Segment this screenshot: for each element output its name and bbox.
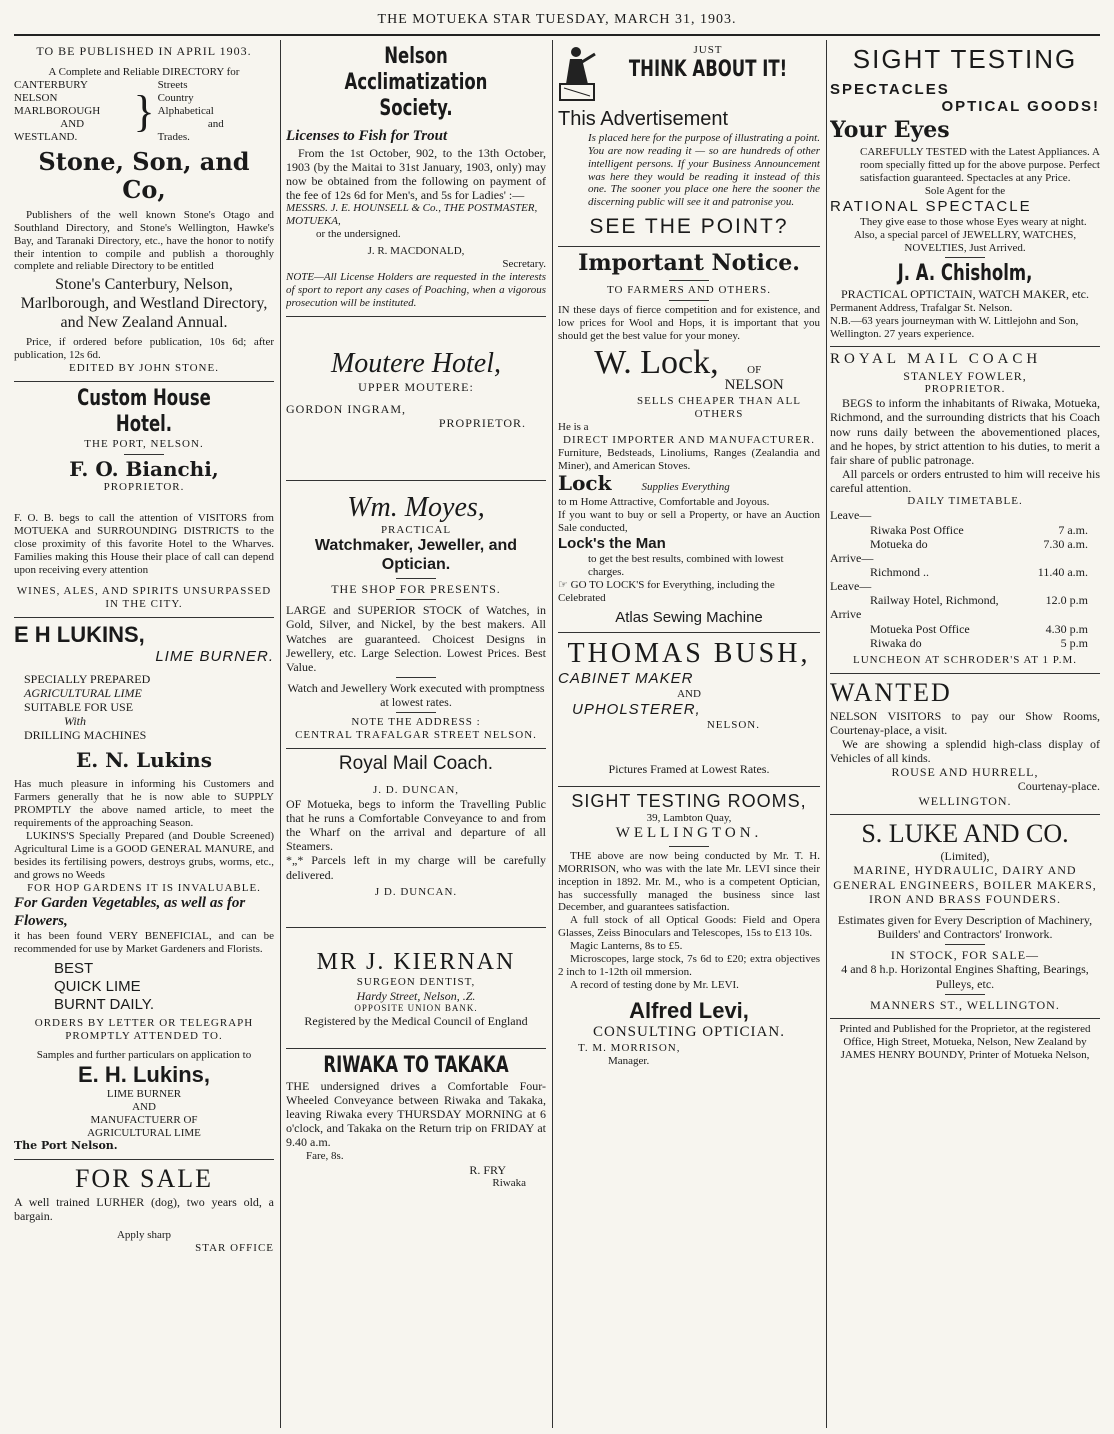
luke-stock: IN STOCK, FOR SALE—: [890, 948, 1040, 963]
lukins-ad: [14, 618, 274, 1160]
lukins-body1: Has much pleasure in informing his Customers and Farmers generally that he is now able to SUPPLY PROMPTLY the above named article, to meet the requirements of the approaching Season.: [14, 778, 274, 830]
sale-ad: [14, 1160, 274, 1261]
directory-book-title: Stone's Canterbury, Nelson, Marlborough, and Westland Directory, and New Zealand Annual.: [20, 276, 268, 332]
society-agents: MESSRS. J. E. HOUNSELL & Co., THE POSTMASTER, MOTUEKA,: [286, 202, 538, 228]
divider: [124, 454, 164, 455]
directory-regions: [14, 79, 274, 144]
wanted-ad: [830, 674, 1100, 815]
kind: and: [207, 118, 224, 131]
sale-office: STAR OFFICE: [195, 1241, 274, 1254]
notice-name: W. Lock,: [594, 344, 719, 381]
notice-supplies: Supplies Everything: [641, 481, 730, 494]
notice-to: TO FARMERS AND OTHERS.: [606, 284, 771, 297]
think-header: [558, 44, 820, 102]
bush-and: AND: [677, 687, 701, 700]
society-subtitle: Licenses to Fish for Trout: [286, 127, 448, 144]
moyes-trade: Watchmaker, Jeweller, and Optician.: [314, 537, 518, 574]
kiernan-reg: Registered by the Medical Council of England: [304, 1013, 528, 1028]
column-divider: [826, 40, 827, 1428]
think-heading: This Advertisement: [558, 108, 729, 130]
moyes-body: LARGE and SUPERIOR STOCK of Watches, in Gold, Silver, and Nickel, by the best makers. All Watches are guaranteed. Choicest Designs in Jewellery, etc. Large Selection. Lowest Prices. Best Value.: [286, 603, 546, 674]
lukins-orders: ORDERS BY LETTER OR TELEGRAPH PROMPTLY ATTENDED TO.: [34, 1017, 254, 1043]
sight-consult: CONSULTING OPTICIAN.: [593, 1024, 785, 1041]
timetable-time: 7.30 a.m.: [1043, 536, 1088, 551]
column-3: [558, 40, 820, 1428]
hotel-title: Custom House Hotel.: [77, 385, 211, 437]
timetable-label: Leave—: [830, 579, 872, 594]
bush-role1: CABINET MAKER: [558, 670, 694, 688]
moyes-address: CENTRAL TRAFALGAR STREET NELSON.: [295, 729, 537, 742]
lukins-lines2: [14, 1088, 274, 1140]
riwaka-fare: Fare, 8s.: [306, 1149, 344, 1162]
lukins-line: AGRICULTURAL LIME: [24, 685, 142, 700]
lukins-name-fancy: E. N. Lukins: [76, 747, 212, 772]
society-ad: [286, 40, 546, 317]
timetable-row: [830, 508, 1100, 522]
think-point: SEE THE POINT?: [589, 215, 789, 239]
imprint: [830, 1019, 1100, 1068]
timetable-time: 4.30 p.m: [1045, 621, 1088, 636]
sight-ad: [558, 787, 820, 1074]
optic-perm: Permanent Address, Trafalgar St. Nelson.: [830, 301, 1013, 314]
optic-body: CAREFULLY TESTED with the Latest Appliances. A room specially fitted up for the above purpose. Perfect satisfaction guaranteed. Spectacles at any Price.: [860, 146, 1100, 184]
royal-body: BEGS to inform the inhabitants of Riwaka, Motueka, Richmond, and the surrounding districts that his Coach now runs daily between the abovementioned places, and he hopes, by strict attention to his duties, to merit a fair share of public patronage.: [830, 396, 1100, 467]
kiernan-opp: OPPOSITE UNION BANK.: [354, 1003, 478, 1014]
optic-goods: OPTICAL GOODS!: [941, 98, 1100, 116]
luke-builders: Builders' and Contractors' Ironwork.: [877, 927, 1053, 942]
notice-atlas: Atlas Sewing Machine: [615, 608, 763, 626]
lukins-line2: MANUFACTUERR OF: [90, 1114, 198, 1127]
timetable-place: Motueka Post Office: [870, 621, 970, 636]
column-4: [830, 40, 1100, 1428]
lukins-garden-rest: it has been found VERY BENEFICIAL, and can be recommended for use by Market Gardeners and Florists.: [14, 930, 274, 956]
moutere-place: UPPER MOUTERE:: [358, 379, 474, 394]
lukins-line2: AGRICULTURAL LIME: [87, 1127, 201, 1140]
moyes-title: Wm. Moyes,: [347, 492, 485, 524]
lukins-line2: AND: [132, 1101, 156, 1114]
directory-intro: A Complete and Reliable DIRECTORY for: [48, 66, 240, 79]
coach-parcels: *„* Parcels left in my charge will be carefully delivered.: [286, 853, 546, 882]
royal-lunch: LUNCHEON AT SCHRODER'S AT 1 P.M.: [853, 653, 1077, 666]
brace-icon: }: [133, 86, 155, 136]
region: MARLBOROUGH: [14, 105, 101, 118]
timetable-row: [830, 636, 1100, 650]
directory-editor: EDITED BY JOHN STONE.: [69, 362, 219, 374]
moyes-work: Watch and Jewellery Work executed with promptness at lowest rates.: [287, 681, 545, 710]
sight-manager: Manager.: [608, 1054, 650, 1067]
moyes-shop: THE SHOP FOR PRESENTS.: [331, 582, 501, 597]
lukins-body2: LUKINS'S Specially Prepared (and Double Screened) Agricultural Lime is a GOOD GENERAL MANURE, and besides its fertilising powers, destroys grubs, worms, etc., and grows no Weeds: [14, 830, 274, 881]
luke-engines: 4 and 8 h.p. Horizontal Engines Shafting, Bearings, Pulleys, etc.: [841, 962, 1089, 991]
column-divider: [552, 40, 553, 1428]
wanted-place: Courtenay-place.: [1017, 779, 1100, 794]
notice-man: Lock's the Man: [558, 534, 666, 552]
kiernan-addr: Hardy Street, Nelson, .Z.: [356, 988, 476, 1003]
kind: Streets: [157, 79, 188, 92]
notice-best: to get the best results, combined with lowest charges.: [588, 552, 784, 578]
divider: [396, 677, 436, 678]
notice-sell: If you want to buy or sell a Property, or have an Auction Sale conducted,: [558, 509, 820, 534]
directory-heading: TO BE PUBLISHED IN APRIL 1903.: [36, 44, 252, 58]
sight-levi: Alfred Levi,: [629, 998, 749, 1024]
royal-title: ROYAL MAIL COACH: [830, 351, 1042, 368]
column-1: [14, 40, 274, 1428]
society-note: NOTE—All License Holders are requested in the interests of sport to report any cases of Poaching, when a vigorous prosecution will be instituted.: [286, 271, 546, 309]
timetable-time: 11.40 a.m.: [1037, 564, 1088, 579]
wanted-city: WELLINGTON.: [918, 793, 1012, 808]
directory-price: Price, if ordered before publication, 10s 6d; after publication, 12s 6d.: [14, 336, 274, 362]
royal-owner: STANLEY FOWLER,: [903, 369, 1027, 384]
lukins-best: [14, 960, 274, 1013]
sight-magic: Magic Lanterns, 8s to £5.: [570, 940, 683, 953]
royal-daily: DAILY TIMETABLE.: [907, 495, 1023, 508]
region: CANTERBURY: [14, 79, 88, 92]
optic-spec: SPECTACLES: [830, 80, 950, 98]
optic-title: SIGHT TESTING: [852, 44, 1078, 74]
sight-tm: T. M. MORRISON,: [578, 1041, 681, 1054]
lukins-line: SUITABLE FOR USE: [24, 700, 134, 715]
moutere-role: PROPRIETOR.: [438, 416, 526, 431]
bush-title: THOMAS BUSH,: [567, 638, 811, 670]
hotel-body: F. O. B. begs to call the attention of VISITORS from MOTUEKA and SURROUNDING DISTRICTS to the close proximity of this favorite Hotel to the Wharves. Families making this House their place of call can depend upon receiving every attention: [14, 512, 274, 577]
optic-eyes: Your Eyes: [830, 117, 950, 144]
notice-importer: DIRECT IMPORTER AND MANUFACTURER.: [563, 433, 815, 446]
timetable-time: 5 p.m: [1060, 635, 1088, 650]
region: NELSON: [14, 92, 58, 105]
bush-ad: [558, 633, 820, 787]
hotel-ad: [14, 382, 274, 618]
divider: [396, 599, 436, 600]
timetable-place: Richmond ..: [870, 564, 929, 579]
timetable-place: Riwaka Post Office: [870, 522, 964, 537]
timetable-place: Motueka do: [870, 536, 928, 551]
think-title: THINK ABOUT IT!: [628, 56, 788, 82]
society-body: From the 1st October, 902, to the 13th October, 1903 (by the Maitai to 31st January, 1903, only) may now be obtained from the following on payment of the fee of 12s 6d for Men's, and 5s for Ladies' :—: [286, 145, 546, 203]
lukins-name-big: E. H. Lukins,: [77, 1062, 211, 1088]
wanted-firm: ROUSE AND HURRELL,: [891, 765, 1039, 780]
lukins-line2: LIME BURNER: [106, 1088, 182, 1101]
moutere-owner: GORDON INGRAM,: [286, 402, 407, 417]
notice-lock-row: [558, 472, 820, 496]
notice-is: He is a: [558, 420, 589, 433]
optic-name: J. A. Chisholm,: [897, 261, 1033, 287]
masthead-rule: [14, 34, 1100, 36]
lukins-lines: [14, 672, 274, 743]
notice-goods: Furniture, Bedsteads, Linoliums, Ranges (Zealandia and Miner), and American Stoves.: [558, 446, 820, 472]
directory-title: Stone, Son, and Co,: [38, 146, 250, 205]
moyes-practical: PRACTICAL: [380, 524, 452, 537]
timetable-place: Railway Hotel, Richmond,: [870, 593, 999, 608]
hotel-owner: F. O. Bianchi,: [69, 456, 219, 481]
region: WESTLAND.: [14, 131, 78, 143]
sight-body2: A full stock of all Optical Goods: Field and Opera Glasses, Zeiss Binoculars and Telescopes, 15s to £13 10s.: [558, 914, 820, 940]
lukins-line: DRILLING MACHINES: [24, 728, 147, 743]
best-line: BURNT DAILY.: [54, 995, 155, 1013]
coach-owner: J. D. DUNCAN,: [372, 783, 460, 796]
divider: [669, 846, 709, 847]
optic-agent: Sole Agent for the: [924, 184, 1006, 197]
riwaka-sign: R. FRY: [469, 1162, 506, 1177]
hotel-footer: WINES, ALES, AND SPIRITS UNSURPASSED IN THE CITY.: [16, 585, 272, 611]
lukins-line: SPECIALLY PREPARED: [24, 671, 151, 686]
timetable-row: [830, 551, 1100, 565]
timetable-row: [830, 622, 1100, 636]
divider: [396, 712, 436, 713]
sight-addr: 39, Lambton Quay,: [646, 811, 732, 824]
lukins-title: E H LUKINS,: [14, 622, 145, 648]
notice-lock: Lock: [558, 471, 612, 496]
notice-of-city: [725, 364, 784, 395]
luke-estimates: Estimates given for Every Description of Machinery,: [837, 912, 1093, 927]
luke-ad: [830, 815, 1100, 1019]
divider: [669, 280, 709, 281]
kiernan-role: SURGEON DENTIST,: [356, 975, 476, 988]
luke-title: S. LUKE AND CO.: [861, 818, 1069, 848]
coach-sign: J D. DUNCAN.: [374, 885, 458, 898]
riwaka-body: THE undersigned drives a Comfortable Four-Wheeled Conveyance between Riwaka and Takaka, leaving Riwaka every THURSDAY MORNING at 6 o'clock, and Takaka on the Return trip on FRIDAY at 9.40 a.m.: [286, 1078, 546, 1150]
column-2: [286, 40, 546, 1428]
notice-city: NELSON: [724, 376, 784, 393]
riwaka-ad: [286, 1049, 546, 1196]
kiernan-ad: [286, 928, 546, 1049]
think-ad: [558, 40, 820, 247]
divider: [945, 944, 985, 945]
lukins-address: The Port Nelson.: [14, 1139, 118, 1153]
royal-role: PROPRIETOR.: [924, 383, 1006, 396]
divider: [945, 909, 985, 910]
optic-trade: PRACTICAL OPTICTAIN, WATCH MAKER, etc.: [840, 287, 1090, 302]
sight-record: A record of testing done by Mr. LEVI.: [570, 979, 739, 992]
optic-rational-body: They give ease to those whose Eyes weary at night.: [860, 215, 1087, 228]
luke-limited: (Limited),: [940, 849, 990, 864]
hotel-role: PROPRIETOR.: [103, 481, 185, 494]
notice-home: to m Home Attractive, Comfortable and Joyous.: [558, 496, 770, 509]
timetable-time: 12.0 p.m: [1045, 593, 1088, 608]
lukins-subtitle: LIME BURNER.: [155, 648, 274, 666]
timetable-label: Arrive—: [830, 550, 874, 565]
optic-parcel: Also, a special parcel of JEWELLRY, WATCHES, NOVELTIES, Just Arrived.: [853, 228, 1077, 254]
coach-title: Royal Mail Coach.: [338, 753, 494, 775]
society-tail: or the undersigned.: [316, 228, 401, 241]
kind: Trades.: [157, 131, 190, 143]
pointing-man-icon: [558, 44, 596, 102]
notice-go: GO TO LOCK'S for Everything, including the Celebrated: [558, 578, 775, 604]
pointing-hand-icon: ☞: [558, 578, 571, 591]
notice-body: IN these days of fierce competition and for existence, and low prices for Wool and Hops, it is important that you should get the best value for your money.: [558, 304, 820, 343]
timetable-time: 7 a.m.: [1058, 522, 1088, 537]
bush-city: NELSON.: [706, 718, 760, 731]
bush-framed: Pictures Framed at Lowest Rates.: [608, 761, 770, 776]
directory-ad: [14, 40, 274, 382]
timetable-row: [830, 593, 1100, 607]
region: AND: [60, 118, 85, 131]
luke-trade: MARINE, HYDRAULIC, DAIRY AND GENERAL ENGINEERS, BOILER MAKERS, IRON AND BRASS FOUNDERS.: [833, 863, 1097, 906]
royal-parcels: All parcels or orders entrusted to him will receive his careful attention.: [830, 467, 1100, 496]
sight-title: SIGHT TESTING ROOMS,: [571, 790, 807, 811]
moyes-note: NOTE THE ADDRESS :: [351, 716, 481, 729]
sale-apply: Apply sharp: [116, 1228, 172, 1241]
timetable-row: [830, 579, 1100, 593]
directory-body: Publishers of the well known Stone's Otago and Southland Directory, and Stone's Wellington, Hawke's Bay, and Taranaki Directory, etc., have the honor to notify their intention to compile and publish a thoroughly complete and reliable Directory to be entitled: [14, 208, 274, 273]
sight-city: WELLINGTON.: [615, 824, 763, 841]
wanted-body: NELSON VISITORS to pay our Show Rooms, Courtenay-place, a visit.: [830, 708, 1100, 737]
wanted-body2: We are showing a splendid high-class display of Vehicles of all kinds.: [830, 736, 1100, 766]
moutere-title: Moutere Hotel,: [330, 347, 502, 379]
think-just: JUST: [693, 44, 723, 56]
kind: Country: [157, 92, 194, 105]
timetable: [830, 508, 1100, 650]
timetable-label: Arrive: [830, 607, 862, 622]
best-line: QUICK LIME: [54, 977, 141, 995]
sale-body: A well trained LURHER (dog), two years old, a bargain.: [14, 1194, 274, 1223]
kiernan-title: MR J. KIERNAN: [316, 948, 516, 975]
masthead: THE MOTUEKA STAR TUESDAY, MARCH 31, 1903.: [377, 12, 737, 27]
lukins-samples: Samples and further particulars on application to: [36, 1049, 252, 1062]
notice-go-row: [558, 579, 820, 605]
bush-role2: UPHOLSTERER,: [572, 700, 701, 718]
optic-ad: [830, 40, 1100, 347]
divider: [669, 300, 709, 301]
luke-address: MANNERS ST., WELLINGTON.: [870, 997, 1060, 1012]
optic-rational: RATIONAL SPECTACLE: [830, 197, 1032, 215]
divider: [945, 257, 985, 258]
notice-ad: [558, 247, 820, 633]
society-title: Nelson Acclimatization Society.: [344, 44, 488, 121]
lukins-line: With: [64, 714, 87, 729]
imprint-text: Printed and Published for the Proprietor, at the registered Office, High Street, Motueka, Nelson, New Zealand by JAMES HENRY BOUNDY, Printer of Motueka Nelson,: [839, 1022, 1091, 1061]
moutere-ad: [286, 317, 546, 482]
best-line: BEST: [54, 960, 94, 978]
coach-ad: [286, 749, 546, 927]
hotel-location: THE PORT, NELSON.: [84, 437, 204, 450]
lukins-hop: FOR HOP GARDENS IT IS INVALUABLE.: [27, 881, 261, 894]
timetable-label: Leave—: [830, 508, 872, 523]
lukins-garden: For Garden Vegetables, as well as for Flowers,: [14, 894, 246, 929]
think-body: Is placed here for the purpose of illustrating a point. You are now reading it — so are hundreds of other intelligent persons. If your Business Announcement was here they would be reading it instead of this one. The sooner you place one here the sooner the discerning public will see it and patronise you.: [588, 131, 820, 209]
notice-title: Important Notice.: [578, 250, 800, 277]
divider: [945, 994, 985, 995]
wanted-title: WANTED: [830, 677, 952, 707]
sale-title: FOR SALE: [74, 1164, 214, 1193]
timetable-row: [830, 537, 1100, 551]
coach-body: OF Motueka, begs to inform the Travelling Public that he runs a Comfortable Conveyance to and from the Wharf on the arrival and departure of all Steamers.: [286, 796, 546, 854]
society-sec: Secretary.: [502, 258, 546, 271]
timetable-row: [830, 607, 1100, 621]
kind: Alphabetical: [157, 105, 214, 118]
royal-ad: [830, 347, 1100, 673]
riwaka-title: RIWAKA TO TAKAKA: [323, 1052, 509, 1078]
column-divider: [280, 40, 281, 1428]
society-signer: J. R. MACDONALD,: [367, 245, 465, 258]
notice-name-row: [558, 343, 820, 395]
timetable-row: [830, 523, 1100, 537]
divider: [396, 578, 436, 579]
timetable-row: [830, 565, 1100, 579]
sight-micro: Microscopes, large stock, 7s 6d to £20; extra objectives 2 inch to 1-12th oil mmersion.: [558, 953, 820, 979]
sight-body1: THE above are now being conducted by Mr. T. H. MORRISON, who was with the late Mr. LEVI since their inception in 1892. Mr. M., who is a competent Optician, has successfully managed the business since last December, and guarantees satisfaction.: [558, 849, 820, 914]
notice-of: OF: [747, 364, 762, 376]
riwaka-place: Riwaka: [492, 1176, 526, 1189]
timetable-place: Riwaka do: [870, 635, 922, 650]
moyes-ad: [286, 481, 546, 749]
optic-nb: N.B.—63 years journeyman with W. Littlejohn and Son, Wellington. 27 years experience.: [830, 314, 1079, 340]
notice-sells: SELLS CHEAPER THAN ALL OTHERS: [637, 394, 801, 420]
